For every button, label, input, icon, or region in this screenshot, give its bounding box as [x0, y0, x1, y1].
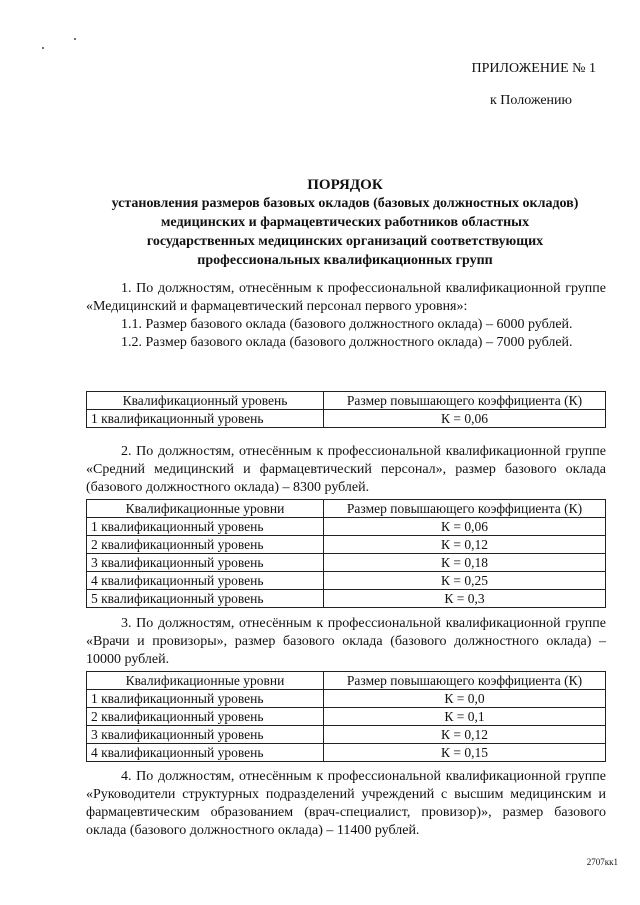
document-title: [60, 176, 630, 270]
table-cell-level: 3 квалификационный уровень: [87, 554, 324, 572]
coefficient-table-2: [86, 499, 606, 608]
title-line: профессиональных квалификационных групп: [197, 253, 493, 268]
title-line: медицинских и фармацевтических работников областных: [160, 215, 530, 230]
table-header-level: Квалификационный уровень: [87, 392, 324, 410]
section-1-item-1: 1.1. Размер базового оклада (базового должностного оклада) – 6000 рублей.: [121, 317, 573, 332]
table-cell-coefficient: К = 0,06: [324, 518, 606, 536]
title-line: установления размеров базовых окладов (базовых должностных окладов): [111, 196, 579, 211]
table-header-coefficient: Размер повышающего коэффициента (К): [324, 672, 606, 690]
table-row: [87, 744, 606, 762]
table-row: [87, 690, 606, 708]
table-row: [87, 518, 606, 536]
regulation-label: к Положению: [489, 93, 572, 108]
table-row: [87, 590, 606, 608]
table-cell-coefficient: К = 0,06: [324, 410, 606, 428]
table-row: [87, 708, 606, 726]
section-1: [86, 280, 606, 352]
document-code: 2707кк1: [586, 857, 618, 867]
table-cell-coefficient: К = 0,12: [324, 726, 606, 744]
section-4-text: 4. По должностям, отнесённым к профессиональной квалификационной группе «Руководители структурных подразделений учреждений с высшим медицинским и фармацевтическим образованием (врач-специалист, провизор)», размер базового оклада (базового должностного оклада) – 11400 рублей.: [86, 769, 606, 838]
table-cell-coefficient: К = 0,25: [324, 572, 606, 590]
section-3: [86, 615, 606, 669]
table-cell-coefficient: К = 0,12: [324, 536, 606, 554]
section-4: [86, 768, 606, 840]
coefficient-table-1: [86, 391, 606, 428]
table-header-row: [87, 672, 606, 690]
section-3-text: 3. По должностям, отнесённым к профессиональной квалификационной группе «Врачи и провизоры», размер базового оклада (базового должностного оклада) – 10000 рублей.: [86, 616, 606, 667]
table-cell-coefficient: К = 0,1: [324, 708, 606, 726]
table-cell-level: 4 квалификационный уровень: [87, 572, 324, 590]
table-cell-level: 5 квалификационный уровень: [87, 590, 324, 608]
table-cell-level: 4 квалификационный уровень: [87, 744, 324, 762]
table-header-coefficient: Размер повышающего коэффициента (К): [324, 500, 606, 518]
section-1-item-2: 1.2. Размер базового оклада (базового должностного оклада) – 7000 рублей.: [121, 335, 573, 350]
title-line: государственных медицинских организаций соответствующих: [146, 234, 544, 249]
title-main: ПОРЯДОК: [307, 177, 383, 193]
section-2: [86, 443, 606, 497]
table-cell-level: 2 квалификационный уровень: [87, 536, 324, 554]
table-header-row: [87, 500, 606, 518]
appendix-label: ПРИЛОЖЕНИЕ № 1: [471, 61, 596, 76]
table-cell-level: 3 квалификационный уровень: [87, 726, 324, 744]
scan-speck: [74, 38, 76, 40]
table-row: [87, 572, 606, 590]
table-cell-coefficient: К = 0,15: [324, 744, 606, 762]
table-cell-level: 1 квалификационный уровень: [87, 690, 324, 708]
table-row: [87, 726, 606, 744]
table-cell-level: 1 квалификационный уровень: [87, 410, 324, 428]
section-2-text: 2. По должностям, отнесённым к профессиональной квалификационной группе «Средний медицинский и фармацевтический персонал», размер базового оклада (базового должностного оклада) – 8300 рублей.: [86, 444, 606, 495]
table-header-coefficient: Размер повышающего коэффициента (К): [324, 392, 606, 410]
table-cell-coefficient: К = 0,0: [324, 690, 606, 708]
table-header-level: Квалификационные уровни: [87, 672, 324, 690]
table-header-level: Квалификационные уровни: [87, 500, 324, 518]
table-header-row: [87, 392, 606, 410]
table-cell-level: 1 квалификационный уровень: [87, 518, 324, 536]
table-cell-coefficient: К = 0,18: [324, 554, 606, 572]
table-row: [87, 410, 606, 428]
table-cell-level: 2 квалификационный уровень: [87, 708, 324, 726]
table-row: [87, 554, 606, 572]
coefficient-table-3: [86, 671, 606, 762]
section-1-text: 1. По должностям, отнесённым к профессиональной квалификационной группе «Медицинский и фармацевтический персонал первого уровня»:: [86, 281, 606, 314]
table-cell-coefficient: К = 0,3: [324, 590, 606, 608]
scan-speck: [42, 47, 44, 49]
table-row: [87, 536, 606, 554]
